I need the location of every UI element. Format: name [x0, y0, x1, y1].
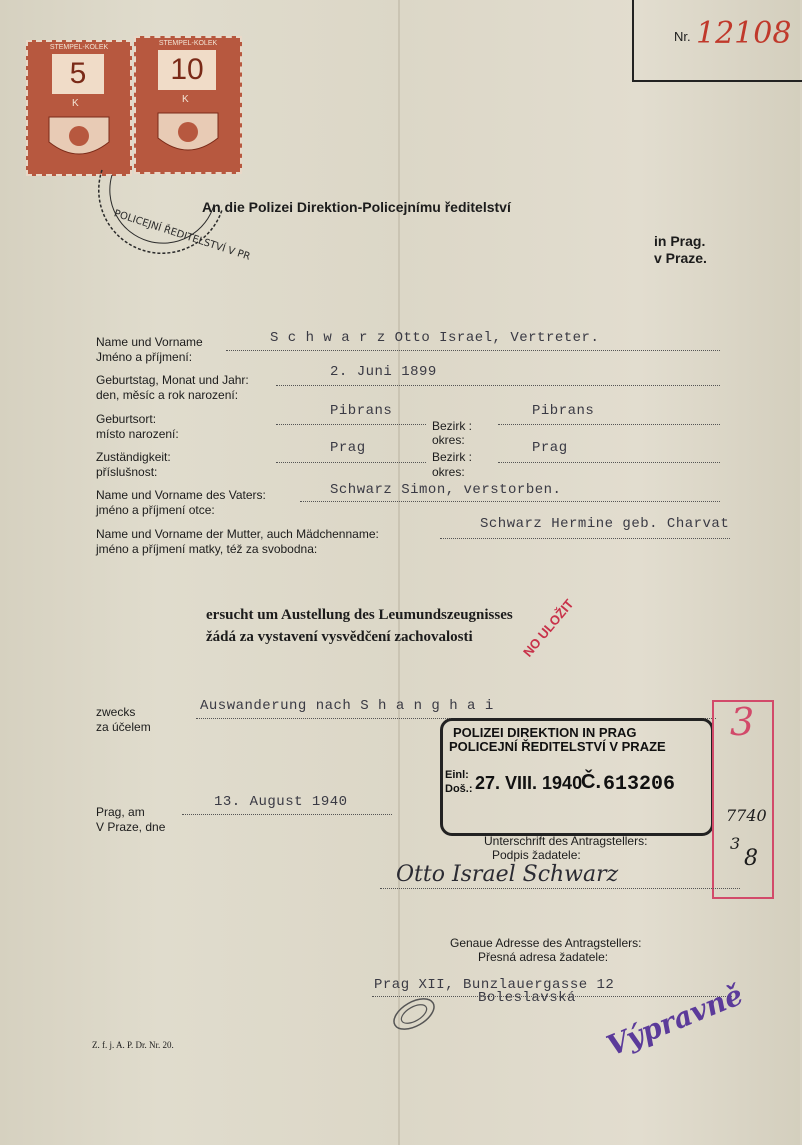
side-mark-4: 8: [744, 846, 758, 871]
name-label-de: Name und Vorname: [96, 335, 203, 349]
addressee-line: An die Polizei Direktion-Policejnímu ředitelství: [202, 199, 511, 215]
district2-value: Prag: [532, 440, 568, 456]
district1-value: Pibrans: [532, 403, 595, 419]
police-receipt-stamp: [440, 718, 714, 836]
stamp-5-unit: K: [72, 98, 79, 109]
stamp-10-top: STEMPEL-KOLEK: [158, 40, 218, 47]
birthplace-value: Pibrans: [330, 403, 393, 419]
stamp-10-unit: K: [182, 94, 189, 105]
police-stamp-line1: POLIZEI DIREKTION IN PRAG: [453, 725, 637, 740]
police-stamp-dos: Doš.:: [445, 783, 473, 795]
fold-line: [398, 0, 400, 1145]
father-value: Schwarz Simon, verstorben.: [330, 482, 562, 498]
side-mark-1: 3: [730, 700, 755, 744]
place-date-label-cz: V Praze, dne: [96, 820, 166, 834]
address-label-de: Genaue Adresse des Antragstellers:: [450, 936, 642, 950]
purpose-label-de: zwecks: [96, 705, 136, 719]
address-line2: Boleslavská: [478, 990, 576, 1006]
addressee-city-cz: v Praze.: [654, 250, 707, 266]
vypravne-stamp: Výpravně: [602, 978, 748, 1063]
address-label-cz: Přesná adresa žadatele:: [478, 950, 609, 964]
mother-label-cz: jméno a příjmení matky, též za svobodna:: [96, 542, 318, 556]
police-stamp-date: 27. VIII. 1940: [475, 773, 583, 793]
place-date-label-de: Prag, am: [96, 805, 145, 819]
svg-text:POLICEJNÍ ŘEDITELSTVÍ V PR: POLICEJNÍ ŘEDITELSTVÍ V PR: [112, 208, 252, 263]
addressee-city-de: in Prag.: [654, 233, 706, 249]
district1-label-de: Bezirk :: [432, 419, 473, 433]
father-label-cz: jméno a příjmení otce:: [96, 503, 215, 517]
stamp-10-value: 10: [158, 50, 216, 90]
request-line-cz: žádá za vystavení vysvědčení zachovalosti: [206, 629, 473, 645]
number-box: [632, 0, 802, 82]
district2-label-cz: okres:: [432, 465, 465, 479]
police-stamp-ein: Einl:: [445, 769, 469, 781]
birthdate-label-cz: den, měsíc a rok narození:: [96, 388, 239, 402]
stamp-5-value: 5: [52, 54, 104, 94]
place-date-value: 13. August 1940: [214, 794, 348, 810]
purpose-value: Auswanderung nach S h a n g h a i: [200, 698, 494, 714]
signature-label-cz: Podpis žadatele:: [492, 848, 581, 862]
citizenship-label-cz: příslušnost:: [96, 465, 158, 479]
police-stamp-line2: POLICEJNÍ ŘEDITELSTVÍ V PRAZE: [449, 739, 666, 754]
side-mark-2: 7740: [726, 806, 767, 825]
district2-label-de: Bezirk :: [432, 450, 473, 464]
police-stamp-number: 613206: [603, 773, 676, 796]
request-line-de: ersucht um Austellung des Leumundszeugnisses: [206, 607, 513, 623]
citizenship-label-de: Zuständigkeit:: [96, 450, 171, 464]
father-label-de: Name und Vorname des Vaters:: [96, 488, 266, 502]
birthplace-label-cz: místo narození:: [96, 427, 179, 441]
red-diagonal-stamp: NO ULOŽIT: [520, 596, 577, 660]
address-line1: Prag XII, Bunzlauergasse 12: [374, 977, 615, 993]
pencil-scribble-icon: [386, 990, 446, 1040]
birthdate-value: 2. Juni 1899: [330, 364, 437, 380]
mother-label-de: Name und Vorname der Mutter, auch Mädchenname:: [96, 527, 379, 541]
nr-label: Nr.: [674, 29, 691, 44]
citizenship-value: Prag: [330, 440, 366, 456]
purpose-label-cz: za účelem: [96, 720, 151, 734]
name-value: S c h w a r z Otto Israel, Vertreter.: [270, 330, 600, 346]
police-stamp-symbol: Č.: [581, 771, 601, 793]
signature-handwritten: Otto Israel Schwarz: [396, 862, 619, 887]
name-label-cz: Jméno a příjmení:: [96, 350, 193, 364]
form-number: Z. f. j. A. P. Dr. Nr. 20.: [92, 1040, 174, 1050]
stamp-5-top: STEMPEL-KOLEK: [49, 44, 109, 51]
birthdate-label-de: Geburtstag, Monat und Jahr:: [96, 373, 249, 387]
mother-value: Schwarz Hermine geb. Charvat: [480, 516, 730, 532]
birthplace-label-de: Geburtsort:: [96, 412, 157, 426]
signature-label-de: Unterschrift des Antragstellers:: [484, 834, 648, 848]
nr-value: 12108: [696, 16, 792, 51]
side-mark-3: 3: [730, 834, 741, 853]
district1-label-cz: okres:: [432, 433, 465, 447]
